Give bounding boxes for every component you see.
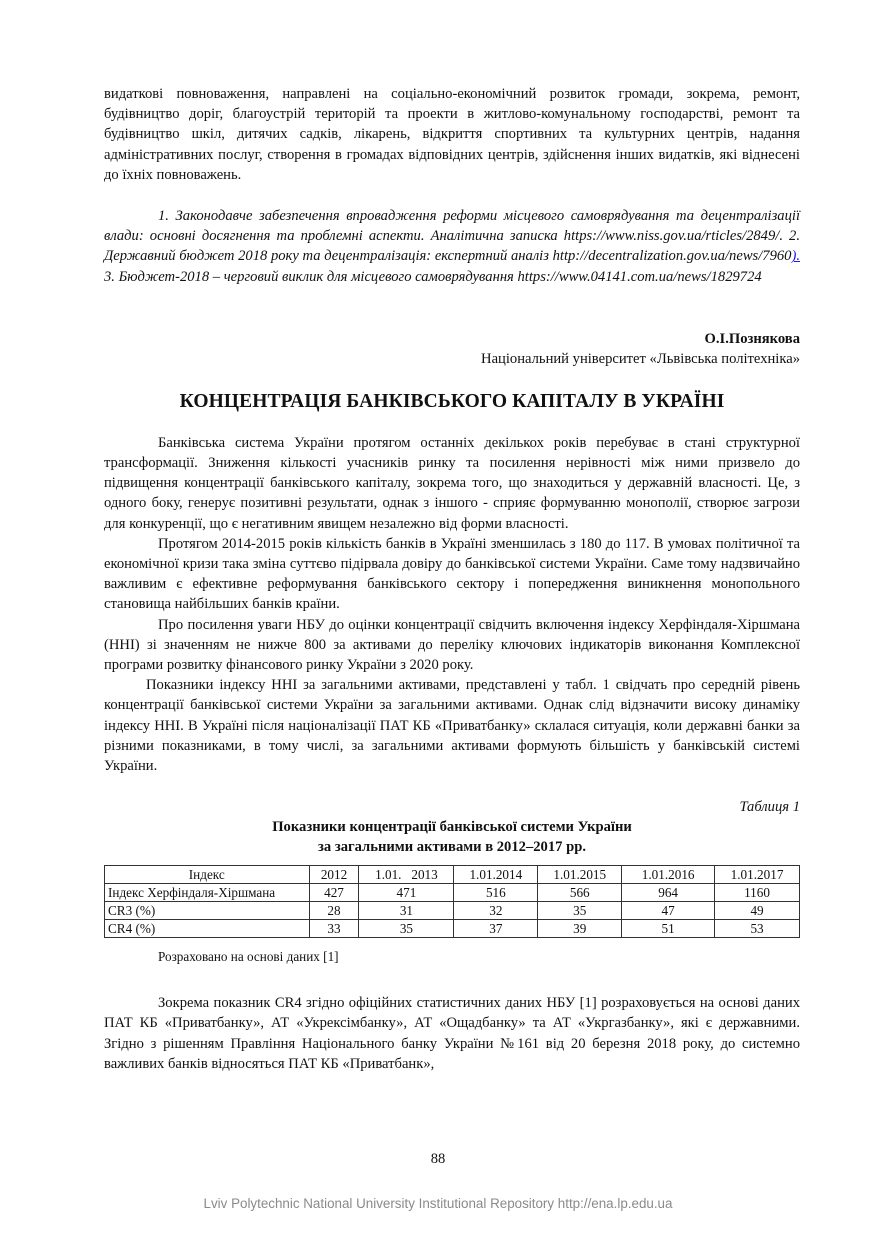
table-row — [105, 902, 800, 920]
page-number: 88 — [430, 1151, 446, 1167]
page-content — [104, 84, 800, 1074]
column-header: 2012 — [309, 866, 359, 884]
table-cell: 49 — [715, 902, 800, 920]
table-cell: 35 — [359, 920, 454, 938]
column-header: 1.01.2016 — [622, 866, 715, 884]
table-cell: 53 — [715, 920, 800, 938]
paragraph: Банківська система України протягом останніх декількох років перебуває в стані структурної трансформації. Зниження кількості учасників ринку та посилення нерівності між ними призвело до підвищення концентрації банківського капіталу, зокрема того, що знаходиться у державній власності. Це, з одного боку, генерує позитивні результати, однак з іншого - сприяє формуванню монополії, створює загрози для конкуренції, що є негативним явищем незалежно від форми власності. — [104, 434, 800, 532]
table-label: Таблиця 1 — [739, 799, 800, 816]
table-row — [105, 920, 800, 938]
references-part1: 1. Законодавче забезпечення впровадження реформи місцевого самоврядування та децентралізації влади: основні досягнення та проблемні аспекти. Аналітична записка https://www.niss.gov.ua/rticles/2849/. 2. Державний бюджет 2018 року та децентралізація: експертний аналіз http://decentralization.gov.ua/news/7960 — [104, 208, 800, 265]
column-header: 1.01.2015 — [538, 866, 622, 884]
repository-footer: Lviv Polytechnic National University Institutional Repository http://ena.lp.edu.ua — [203, 1196, 673, 1211]
article-title: КОНЦЕНТРАЦІЯ БАНКІВСЬКОГО КАПІТАЛУ В УКРАЇНІ — [179, 390, 725, 412]
references — [104, 206, 800, 287]
table-row — [105, 884, 800, 902]
table-cell: 32 — [454, 902, 538, 920]
table-cell: 31 — [359, 902, 454, 920]
table-cell: 427 — [309, 884, 359, 902]
row-label: Індекс Херфіндаля-Хіршмана — [105, 884, 310, 902]
reference-link[interactable]: ). — [791, 248, 800, 265]
table-cell: 47 — [622, 902, 715, 920]
table-cell: 28 — [309, 902, 359, 920]
table-cell: 35 — [538, 902, 622, 920]
references-part2: 3. Бюджет-2018 – черговий виклик для місцевого самоврядування https://www.04141.com.ua/news/1829724 — [104, 268, 762, 285]
paragraph: Про посилення уваги НБУ до оцінки концентрації свідчить включення індексу Херфіндаля-Хіршмана (ННІ) зі значенням не нижче 800 за активами до переліку ключових індикаторів виконання Комплексної програми розвитку фінансового ринку України з 2020 року. — [104, 616, 800, 674]
author-name: О.І.Познякова — [704, 330, 800, 347]
paragraph: Показники індексу ННІ за загальними активами, представлені у табл. 1 свідчать про середній рівень концентрації банківської системи України за загальними активами. Однак слід відзначити високу динаміку індексу ННІ. В Україні після націоналізації ПАТ КБ «Приватбанку» склалася ситуація, коли державні банки за різними показниками, в тому числі, за загальними активами формують більшість у банківській системі України. — [104, 677, 800, 775]
table-cell: 33 — [309, 920, 359, 938]
column-header: Індекс — [105, 866, 310, 884]
table-source-note: Розраховано на основі даних [1] — [158, 949, 339, 965]
table-title-line2: за загальними активами в 2012–2017 рр. — [318, 839, 586, 856]
column-header: 1.01. 2013 — [359, 866, 454, 884]
row-label: CR4 (%) — [105, 920, 310, 938]
table-cell: 39 — [538, 920, 622, 938]
table-cell: 37 — [454, 920, 538, 938]
closing-paragraph: Зокрема показник CR4 згідно офіційних статистичних даних НБУ [1] розраховується на основі даних ПАТ КБ «Приватбанку», АТ «Укрексімбанку», АТ «Ощадбанку» та АТ «Укргазбанку», які є державними. Згідно з рішенням Правління Національного банку України №161 від 20 березня 2018 року, до системно важливих банків відносяться ПАТ КБ «Приватбанк», — [104, 995, 800, 1072]
table-cell: 471 — [359, 884, 454, 902]
table-header-row — [105, 866, 800, 884]
table-title-line1: Показники концентрації банківської системи України — [272, 819, 632, 836]
concentration-table — [104, 865, 800, 938]
table-cell: 51 — [622, 920, 715, 938]
table-cell: 516 — [454, 884, 538, 902]
table-cell: 566 — [538, 884, 622, 902]
table-cell: 1160 — [715, 884, 800, 902]
paragraph: Протягом 2014-2015 років кількість банків в Україні зменшилась з 180 до 117. В умовах політичної та економічної кризи така зміна суттєво підірвала довіру до банківської системи України. Саме тому надзвичайно важливим є ефективне реформування банківського сектору і попередження виникнення монопольного становища найбільших банків країни. — [104, 535, 800, 613]
author-affiliation: Національний університет «Львівська політехніка» — [481, 350, 800, 367]
article-body — [104, 433, 800, 776]
intro-paragraph: видаткові повноваження, направлені на соціально-економічний розвиток громади, зокрема, ремонт, будівництво доріг, благоустрій територій та проекти в житлово-комунальному господарстві, ремонт та будівництво шкіл, дитячих садків, лікарень, відкриття спортивних та культурних центрів, надання адміністративних послуг, створення в громадах відповідних центрів, здійснення інших видатків, які віднесені до їхніх повноважень. — [104, 86, 800, 183]
column-header: 1.01.2014 — [454, 866, 538, 884]
row-label: CR3 (%) — [105, 902, 310, 920]
table-cell: 964 — [622, 884, 715, 902]
column-header: 1.01.2017 — [715, 866, 800, 884]
